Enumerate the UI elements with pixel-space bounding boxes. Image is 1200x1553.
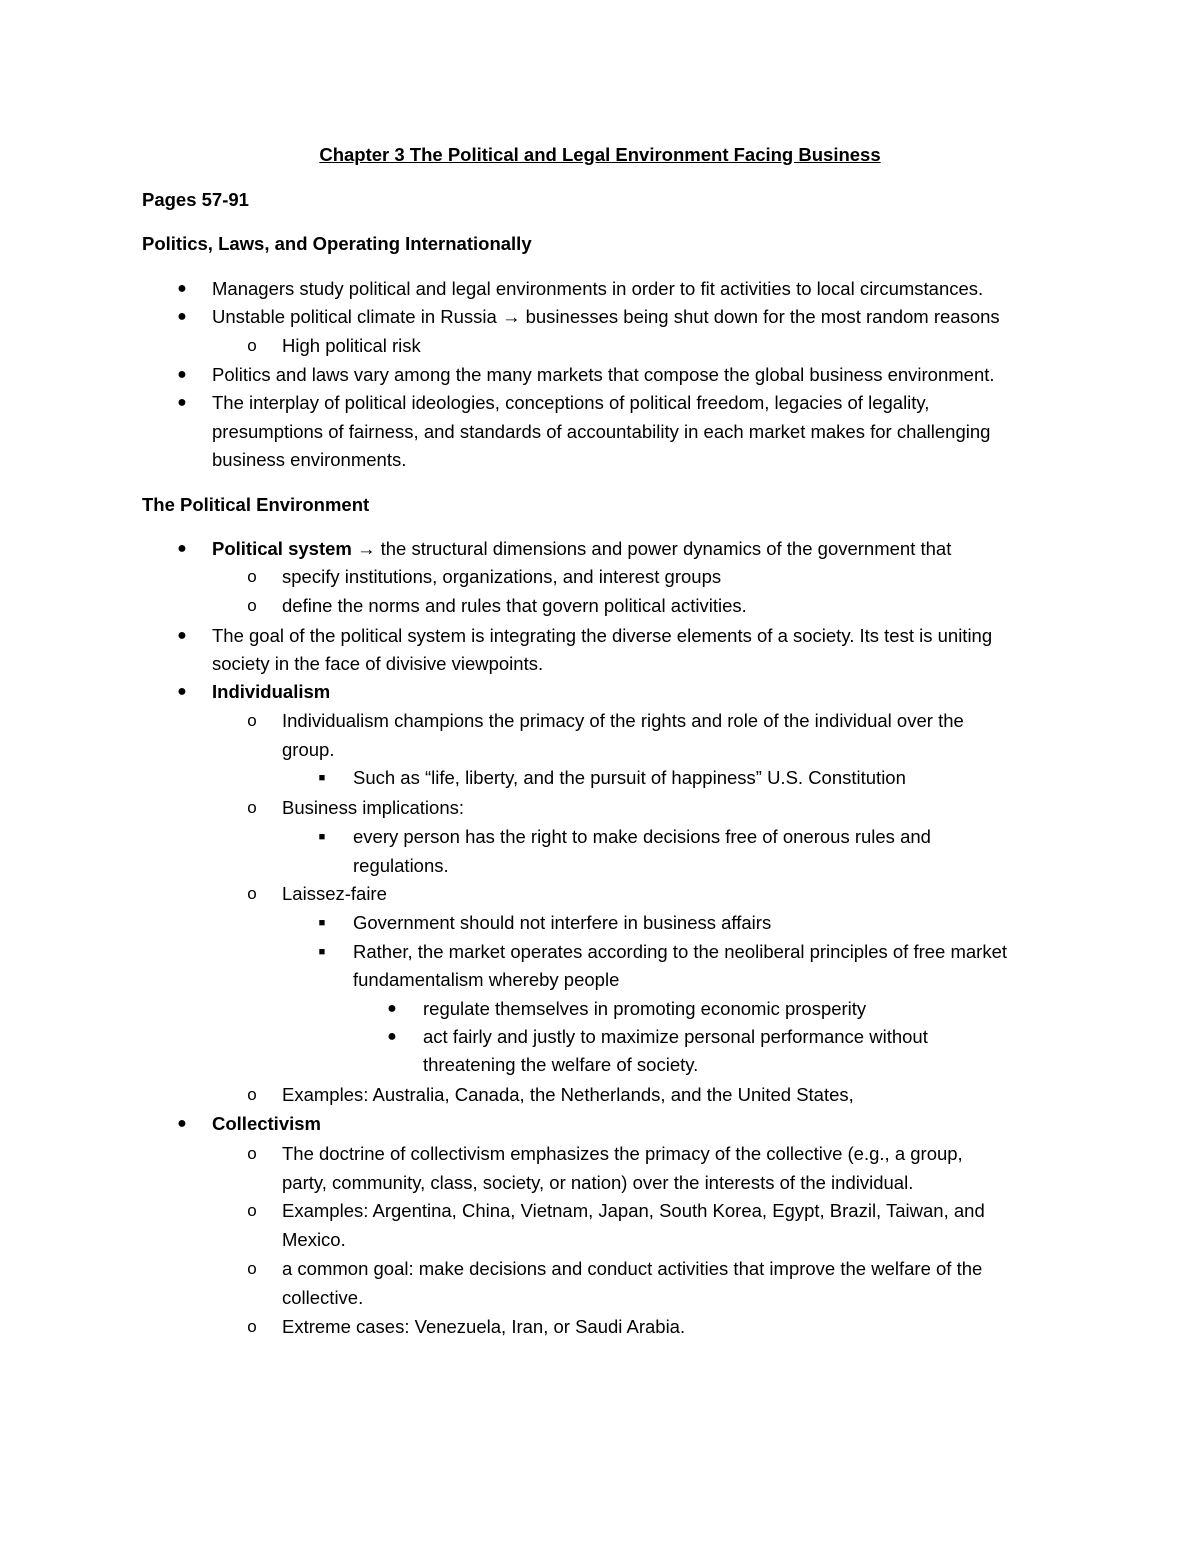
circle-bullet-icon: o — [247, 798, 257, 817]
bullet-icon: ● — [177, 683, 187, 700]
list-item: act fairly and justly to maximize personal performance without — [423, 1026, 928, 1047]
term-individualism: Individualism — [212, 681, 331, 702]
bullet-icon: ● — [387, 1028, 397, 1045]
bullet-icon: ● — [177, 308, 187, 325]
square-bullet-icon: ■ — [318, 946, 326, 958]
circle-bullet-icon: o — [247, 1259, 257, 1278]
square-bullet-icon: ■ — [318, 772, 326, 784]
circle-bullet-icon: o — [247, 1317, 257, 1336]
list-item: a common goal: make decisions and conduct activities that improve the welfare of the — [282, 1258, 983, 1279]
list-item: Business implications: — [282, 797, 464, 818]
list-item: Government should not interfere in business affairs — [353, 912, 772, 933]
list-item: The doctrine of collectivism emphasizes the primacy of the collective (e.g., a group, — [282, 1143, 963, 1164]
bullet-icon: ● — [177, 366, 187, 383]
bullet-icon: ● — [387, 1000, 397, 1017]
list-item-continuation: fundamentalism whereby people — [353, 969, 620, 990]
list-item-continuation: presumptions of fairness, and standards of accountability in each market makes for challenging — [212, 421, 991, 442]
circle-bullet-icon: o — [247, 711, 257, 730]
list-item: Managers study political and legal environments in order to fit activities to local circumstances. — [212, 278, 984, 299]
square-bullet-icon: ■ — [318, 917, 326, 929]
circle-bullet-icon: o — [247, 1085, 257, 1104]
circle-bullet-icon: o — [247, 1144, 257, 1163]
list-item: every person has the right to make decisions free of onerous rules and — [353, 826, 931, 847]
list-item-continuation: society in the face of divisive viewpoints. — [212, 653, 544, 674]
list-item: The interplay of political ideologies, conceptions of political freedom, legacies of legality, — [212, 392, 930, 413]
list-item: Individualism champions the primacy of the rights and role of the individual over the — [282, 710, 964, 731]
section-heading-political-environment: The Political Environment — [142, 494, 370, 515]
circle-bullet-icon: o — [247, 596, 257, 615]
list-item: Extreme cases: Venezuela, Iran, or Saudi Arabia. — [282, 1316, 686, 1337]
list-item — [212, 537, 951, 561]
list-item-continuation: threatening the welfare of society. — [423, 1054, 699, 1075]
bullet-icon: ● — [177, 280, 187, 297]
list-item-continuation: party, community, class, society, or nation) over the interests of the individual. — [282, 1172, 914, 1193]
bullet-icon: ● — [177, 540, 187, 557]
list-item: Laissez-faire — [282, 883, 387, 904]
section-heading-politics-laws: Politics, Laws, and Operating Internationally — [142, 233, 532, 254]
bullet-icon: ● — [177, 394, 187, 411]
list-item: High political risk — [282, 335, 421, 356]
list-item-continuation: group. — [282, 739, 335, 760]
square-bullet-icon: ■ — [318, 831, 326, 843]
list-item: specify institutions, organizations, and interest groups — [282, 566, 722, 587]
circle-bullet-icon: o — [247, 336, 257, 355]
term-political-system: Political system — [212, 538, 352, 559]
circle-bullet-icon: o — [247, 567, 257, 586]
definition-text: → the structural dimensions and power dynamics of the government that — [351, 538, 952, 559]
term-collectivism: Collectivism — [212, 1113, 321, 1134]
list-item-continuation: regulations. — [353, 855, 449, 876]
circle-bullet-icon: o — [247, 1201, 257, 1220]
list-item: The goal of the political system is integrating the diverse elements of a society. Its test is uniting — [212, 625, 993, 646]
list-item: Unstable political climate in Russia → businesses being shut down for the most random reasons — [212, 306, 1000, 327]
list-item-continuation: business environments. — [212, 449, 407, 470]
list-item: regulate themselves in promoting economic prosperity — [423, 998, 867, 1019]
list-item: define the norms and rules that govern political activities. — [282, 595, 747, 616]
bullet-icon: ● — [177, 1115, 187, 1132]
list-item: Examples: Australia, Canada, the Netherlands, and the United States, — [282, 1084, 854, 1105]
circle-bullet-icon: o — [247, 884, 257, 903]
list-item: Rather, the market operates according to the neoliberal principles of free market — [353, 941, 1008, 962]
bullet-icon: ● — [177, 627, 187, 644]
list-item: Such as “life, liberty, and the pursuit of happiness” U.S. Constitution — [353, 767, 906, 788]
list-item-continuation: collective. — [282, 1287, 364, 1308]
list-item-continuation: Mexico. — [282, 1229, 346, 1250]
page-title: Chapter 3 The Political and Legal Environment Facing Business — [319, 144, 881, 165]
list-item: Examples: Argentina, China, Vietnam, Japan, South Korea, Egypt, Brazil, Taiwan, and — [282, 1200, 985, 1221]
list-item: Politics and laws vary among the many markets that compose the global business environment. — [212, 364, 995, 385]
pages-range: Pages 57-91 — [142, 189, 249, 210]
